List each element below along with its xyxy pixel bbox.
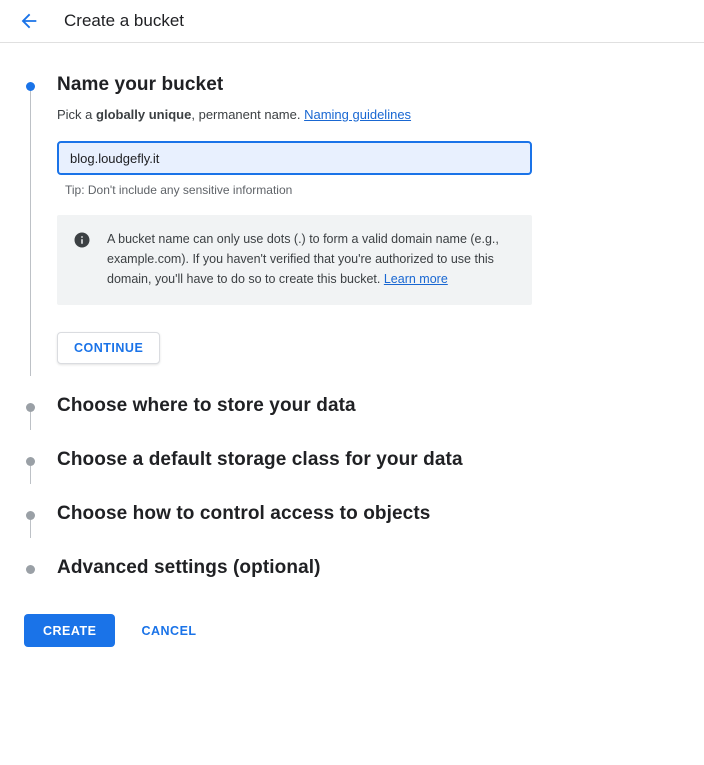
step-bullet [26,565,35,574]
form-actions [0,614,704,647]
bucket-name-input[interactable] [57,141,532,175]
step-bullet [26,457,35,466]
step-rail [30,412,31,430]
step-title-advanced-settings: Advanced settings (optional) [57,557,321,578]
bucket-name-hint: Tip: Don't include any sensitive information [65,183,293,197]
learn-more-link[interactable]: Learn more [383,272,448,286]
page-title: Create a bucket [64,11,185,30]
step-bullet [26,511,35,520]
back-button[interactable] [14,6,44,36]
naming-guidelines-link[interactable]: Naming guidelines [304,107,412,122]
bucket-name-info-box [57,215,532,305]
step-bullet [26,403,35,412]
arrow-left-icon [18,10,40,32]
cancel-button[interactable]: CANCEL [127,614,210,647]
step-title-name-bucket: Name your bucket [57,74,224,95]
step-rail [30,466,31,484]
info-box-message: A bucket name can only use dots (.) to form a valid domain name (e.g., example.com). If you haven't verified that you're authorized to use this domain, you'll have to do so to create this bucket. [107,232,499,286]
page-header [0,0,704,43]
step-choose-location[interactable] [0,394,704,418]
step-advanced-settings[interactable] [0,556,704,580]
step-name-your-bucket [0,73,704,364]
step-bullet-active [26,82,35,91]
subtitle-prefix: Pick a [57,107,97,122]
subtitle-bold: globally unique [96,107,192,122]
create-bucket-form [0,43,704,647]
create-button[interactable]: CREATE [24,614,115,647]
step-title-storage-class: Choose a default storage class for your data [57,449,463,470]
subtitle-suffix: , permanent name. [191,107,305,122]
bucket-name-field-wrap [57,141,684,197]
step-subtitle [57,106,684,123]
collapsed-steps [0,394,704,580]
step-title-choose-location: Choose where to store your data [57,395,356,416]
info-icon [73,231,91,249]
continue-button[interactable]: CONTINUE [57,332,160,364]
info-box-text [107,229,516,289]
step-rail [30,520,31,538]
step-rail [30,91,31,376]
step-title-access-control: Choose how to control access to objects [57,503,431,524]
step-access-control[interactable] [0,502,704,526]
step-storage-class[interactable] [0,448,704,472]
